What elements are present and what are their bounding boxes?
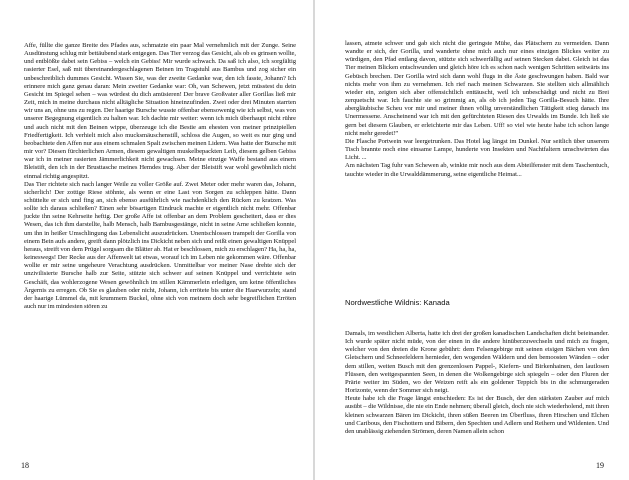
right-paragraph-1: lassen, atmete schwer und gab sich nicht die geringste Mühe, das Plätschern zu vermeiden. Dann wandte er sich, der Gorilla, und wanderte ohne mich auch nur eines einzigen Blickes weiter zu würdigen, den Pfad entlang davon, stützte sich schwerfällig auf seinen Stecken dabei. Gleich ist das Tier meinen Blicken entschwunden und gleich höre ich es schon nach wenigen Schritten seitwärts ins Gebüsch brechen. Der Gorilla wird sich dann wohl flugs in die Äste geschwungen haben. Bald war nichts mehr von ihm zu vernehmen. Ich rief nach meinen Schwarzen. Sie stellten sich allmählich wieder ein, zeigten sich aber offensichtlich enttäuscht, weil ich unbeschädigt und nicht zu Brei zerquetscht war. Ich fauchte sie so grimmig an, als ob ich jeden Tag Gorilla-Besuch hätte. Ihre abergläubische Scheu vor mir und meiner ihnen völlig unverständlichen Tätigkeit stieg danach ins Unermessene. Anscheinend war ich mit den gefürchteten Riesen des Urwalds im Bunde. Ich ließ sie gern bei diesem Glauben, er erleichterte mir das Leben. Uff! so viel wie heute habe ich schon lange nicht mehr geredet!” xyxy=(345,40,609,137)
left-paragraph-2: Das Tier richtete sich nach langer Weile zu voller Größe auf. Zwei Meter oder mehr waren das, Johann, sicherlich! Der zottige Riese stöhnte, als wenn er eine Last von Sorgen zu schleppen hätte. Dann schüttelte er sich und fing an, sich ebenso ausführlich wie nachdenklich den Rücken zu kratzen. Was sollte ich daraus schließen? Einen sehr bösartigen Eindruck machte er eigentlich nicht mehr. Offenbar juckte ihn seine Kehrseite heftig. Der große Affe ist offenbar an dem Problem gescheitert, dass er dies Wesen, das ich ihm darstellte, halb Mensch, halb Bambusgestänge, nicht in seine Arne schließen konnte, um ihn in heißer Umschlingung das Lebenslicht auszudrücken. Unentschlossen trampelt der Gorilla von einem Bein aufs andere, greift dann plötzlich ins Dickicht neben sich und reißt einen gewaltigen Knüppel heraus, streift von dem Prügel sorgsam die Blätter ab. Hat er beschlossen, mich zu erschlagen? Ha, ha, ha, keineswegs! Der Recke aus der Affenwelt tat etwas, worauf ich im Leben nie gekommen wäre. Offenbar wollte er mir seine ungeheure Verachtung ausdrücken. Unmittelbar vor meiner Nase drehte sich der unzivilisierte Bursche halb zur Seite, stützte sich schwer auf seinen Knüppel und verrichtete sein Geschäft, das wohlerzogene Wesen gewöhnlich im stillen Kämmerlein erledigen, um keine öffentliches Ärgernis zu erregen. Ob Sie es glauben oder nicht, Johann, ich errötete bis unter die Haarwurzeln; stand der haarige Lümmel da, mit krummem Buckel, ohne sich von meinem doch sehr begreiflichen Erröten auch nur im mindesten stören zu xyxy=(24,180,296,310)
right-page-top-body xyxy=(345,40,609,179)
right-page-number: 19 xyxy=(596,461,604,470)
left-page-body xyxy=(24,42,296,311)
section-heading: Nordwestliche Wildnis: Kanada xyxy=(345,298,450,307)
left-page xyxy=(0,0,314,480)
right-page-bottom-body xyxy=(345,330,609,436)
right-paragraph-4: Damals, im westlichen Alberta, hatte ich drei der großen kanadischen Landschaften dicht beieinander. Ich wurde später nicht müde, von der einen in die andere hinüberzuwechseln und mich zu fragen, welcher von den dreien die Krone gebührt: dem Felsengebirge mit seinen eisigen Bächen von den Gletschern und Schneefeldern hernieder, den wogenden Wäldern und den bemoosten Wänden – oder dem stillen, weiten Busch mit den grenzenlosen Pappel-, Kiefern- und Birkenhainen, den lautlosen Flüssen, den weitgespannten Seen, in denen die Wolkengebirge sich spiegeln – oder den Fluren der Prärie weiter im Süden, wo der Weizen reift als ein goldener Teppich bis in die schmurgeraden Horizonte, wenn der Sommer sich neigt. xyxy=(345,330,609,395)
right-paragraph-3: Am nächsten Tag fuhr van Schewen ab, winkte mir noch aus dem Abteilfenster mit dem Taschentuch, tauchte wieder in die Urwalddämmerung, seine eigentliche Heimat... xyxy=(345,162,609,178)
left-page-number: 18 xyxy=(21,461,29,470)
right-paragraph-2: Die Flasche Portwein war leergetrunken. Das Hotel lag längst im Dunkel. Nur seitlich über unserem Tisch brannte noch eine einsame Lampe, hunderte von Insekten und Nachtfaltern umschwirrten das Licht. ... xyxy=(345,137,609,162)
left-paragraph-1: Affe, füllte die ganze Breite des Pfades aus, schmatzte ein paar Mal vernehmlich mit der Zunge. Seine Ausdünstung schlug mir bettäubend stark entgegen. Das Tier verzog das Gesicht, als ob es grinsen wollte, und entblößte dabei sein Gebiss – welch ein Gebiss! Mir wurde schwach. Da saß ich also, ich sorgfältig rasierter Esel, saß mit übereinandergeschlagenen Beinen im Tragstuhl aus Bambus und zog sicher ein unbeschreiblich dummes Gesicht. Wissen Sie, was der zweite Gedanke war, den ich fasste, Johann? Ich erinnere mich ganz genau daran: Mein zweiter Gedanke war: Oh, van Schewen, jetzt müsstest du dein Gesicht im Spiegel sehen – was würdest du dich amüsieren! Der brave Großvater aller Gorillas ließ mir Zeit, mich in meine durchaus nicht alltägliche Situation hineinzufinden. Zwei oder drei Minuten starrten wir uns an, ohne uns zu regen. Der haarige Bursche wusste offenbar ebensowenig wie ich selbst, was von unserer Begegnung eigentlich zu halten war. Ich dachte mir weiter: wenn ich mich überhaupt nicht rühre und auch nicht mit den Beinen wippe, überzeuge ich die Bestie am ehesten von meiner prinzipiellen Friedfertigkeit. Ich verhielt mich also mucksmäuschenstill, schloss die Augen, so weit es nur ging und beobachtete den Affen nur aus einem schmalen Spalt zwischen meinen Lidern. Was hatte der Bursche mit mir vor? Diesen fürchterlichen Armen, diesem gewaltigen muskelbepackten Leib, diesem gelben Gebiss war ich in meiner rasierten Jämmerlichkeit nicht gewachsen. Meine einzige Waffe bestand aus einem Bleistift, den ich in der Brusttasche meines Hemdes trug. Aber der Bleistift war wohl gewöhnlich nicht einmal richtig angespitzt. xyxy=(24,42,296,180)
right-paragraph-5: Heute habe ich die Frage längst entschieden: Es ist der Busch, der den stärksten Zauber auf mich ausübt – die Wildnisse, die nie ein Ende nehmen; überall gleich, doch nie sich wiederholend, mit ihren kleinen schwarzen Bären im Dickicht, ihren süßen Beeren im Überfluss, ihren Hirschen und Elchen und Caribous, den Fischottern und Bibern, den Spechten und Adlern und Reihern und Wildenten. Und den unablässig ziehenden Strömen, deren Namen allein schon xyxy=(345,395,609,435)
right-page xyxy=(315,0,629,480)
